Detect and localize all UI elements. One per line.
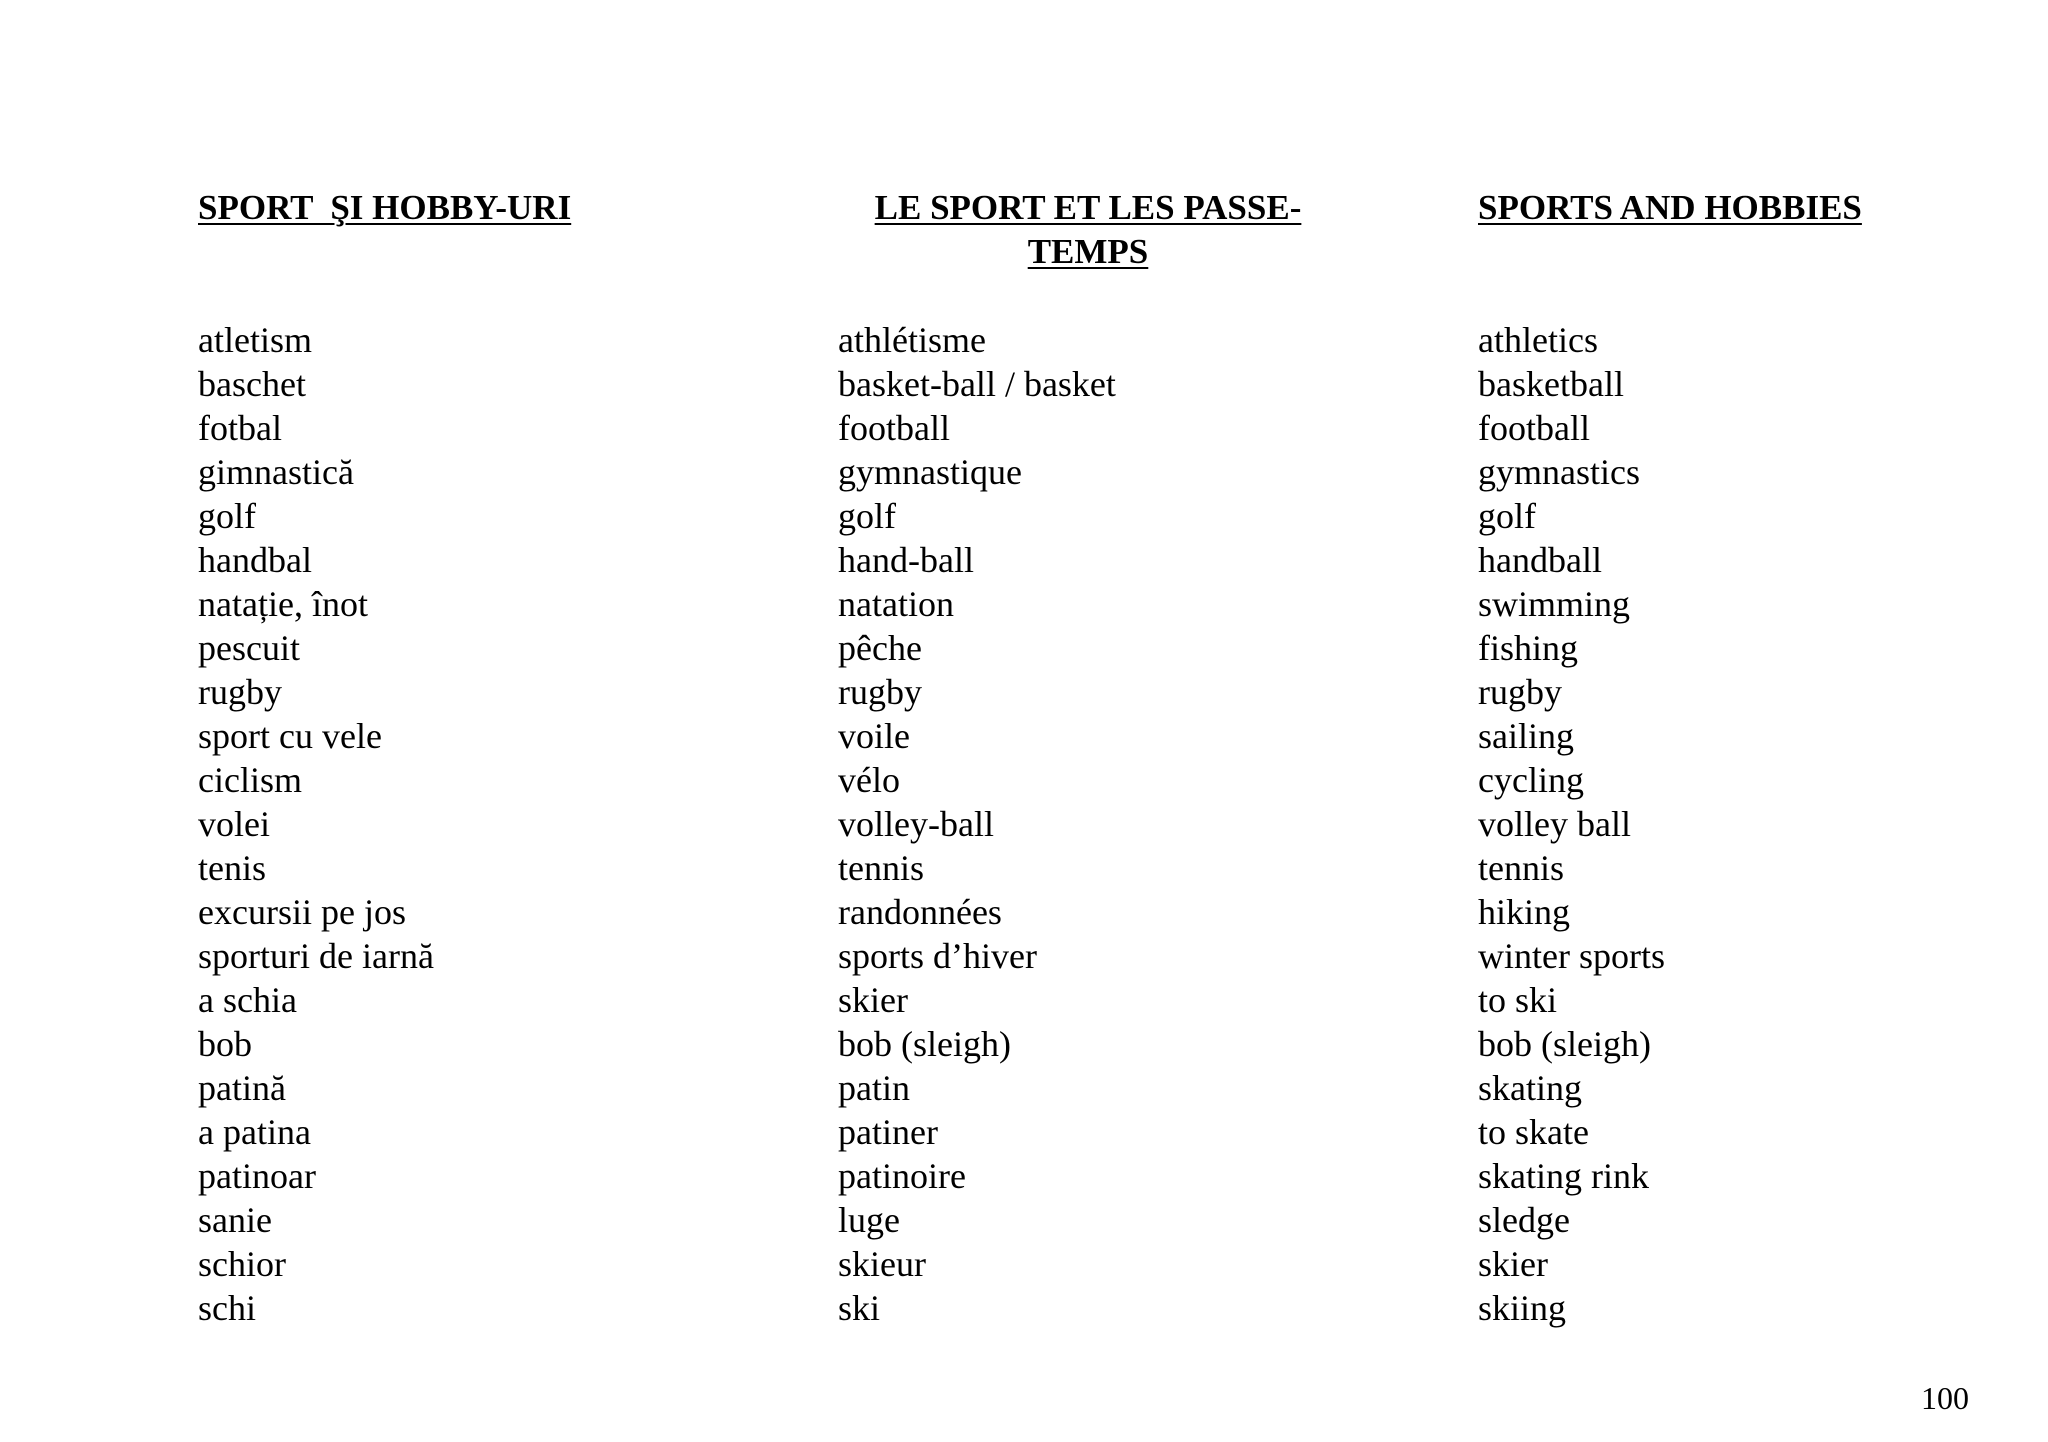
list-item: tenis <box>198 848 266 888</box>
list-item: rugby <box>198 672 282 712</box>
list-item: ciclism <box>198 760 302 800</box>
list-item: ski <box>838 1288 881 1328</box>
list-item: luge <box>838 1200 900 1240</box>
list-item: volley ball <box>1478 804 1631 844</box>
vocabulary-list-french <box>838 318 1116 1330</box>
list-item: to ski <box>1478 980 1558 1020</box>
list-item: natație, înot <box>198 584 368 624</box>
list-item: hand-ball <box>838 540 974 580</box>
list-item: hiking <box>1478 892 1571 932</box>
list-item: sports d’hiver <box>838 936 1037 976</box>
vocabulary-list-romanian <box>198 318 434 1330</box>
list-item: swimming <box>1478 584 1631 624</box>
list-item: football <box>838 408 950 448</box>
list-item: handball <box>1478 540 1602 580</box>
list-item: bob <box>198 1024 252 1064</box>
list-item: sailing <box>1478 716 1574 756</box>
list-item: to skate <box>1478 1112 1589 1152</box>
list-item: gymnastics <box>1478 452 1640 492</box>
page-number: 100 <box>1921 1380 1969 1416</box>
list-item: rugby <box>1478 672 1562 712</box>
list-item: golf <box>838 496 896 536</box>
list-item: basket-ball / basket <box>838 364 1116 404</box>
list-item: golf <box>1478 496 1536 536</box>
vocabulary-list-english <box>1478 318 1665 1330</box>
list-item: sanie <box>198 1200 272 1240</box>
list-item: patinoar <box>198 1156 316 1196</box>
list-item: vélo <box>838 760 900 800</box>
list-item: football <box>1478 408 1590 448</box>
list-item: fotbal <box>198 408 282 448</box>
list-item: baschet <box>198 364 306 404</box>
list-item: gimnastică <box>198 452 354 492</box>
list-item: skiing <box>1478 1288 1567 1328</box>
list-item: patinoire <box>838 1156 966 1196</box>
list-item: schior <box>198 1244 286 1284</box>
list-item: sledge <box>1478 1200 1570 1240</box>
list-item: skier <box>838 980 908 1020</box>
list-item: skieur <box>838 1244 926 1284</box>
list-item: pêche <box>838 628 922 668</box>
list-item: excursii pe jos <box>198 892 406 932</box>
list-item: bob (sleigh) <box>1478 1024 1651 1064</box>
list-item: patiner <box>838 1112 938 1152</box>
column-heading-french: LE SPORT ET LES PASSE- TEMPS <box>874 188 1302 271</box>
list-item: basketball <box>1478 364 1624 404</box>
list-item: skating rink <box>1478 1156 1649 1196</box>
column-romanian <box>198 186 758 1328</box>
list-item: rugby <box>838 672 922 712</box>
list-item: cycling <box>1478 760 1584 800</box>
column-french <box>838 186 1398 1328</box>
list-item: sport cu vele <box>198 716 382 756</box>
list-item: bob (sleigh) <box>838 1024 1011 1064</box>
list-item: gymnastique <box>838 452 1022 492</box>
list-item: randonnées <box>838 892 1002 932</box>
list-item: atletism <box>198 320 312 360</box>
list-item: natation <box>838 584 954 624</box>
list-item: pescuit <box>198 628 300 668</box>
list-item: skier <box>1478 1244 1548 1284</box>
list-item: tennis <box>1478 848 1564 888</box>
list-item: skating <box>1478 1068 1582 1108</box>
list-item: handbal <box>198 540 312 580</box>
list-item: voile <box>838 716 910 756</box>
list-item: patin <box>838 1068 910 1108</box>
list-item: a patina <box>198 1112 311 1152</box>
list-item: volley-ball <box>838 804 994 844</box>
list-item: athletics <box>1478 320 1598 360</box>
list-item: a schia <box>198 980 297 1020</box>
list-item: athlétisme <box>838 320 986 360</box>
column-heading-english: SPORTS AND HOBBIES <box>1478 188 1862 227</box>
list-item: golf <box>198 496 256 536</box>
list-item: patină <box>198 1068 286 1108</box>
list-item: sporturi de iarnă <box>198 936 434 976</box>
list-item: winter sports <box>1478 936 1665 976</box>
column-english <box>1478 186 1998 1328</box>
list-item: schi <box>198 1288 256 1328</box>
list-item: volei <box>198 804 270 844</box>
list-item: tennis <box>838 848 924 888</box>
column-heading-romanian: SPORT ŞI HOBBY-URI <box>198 188 572 227</box>
list-item: fishing <box>1478 628 1579 668</box>
